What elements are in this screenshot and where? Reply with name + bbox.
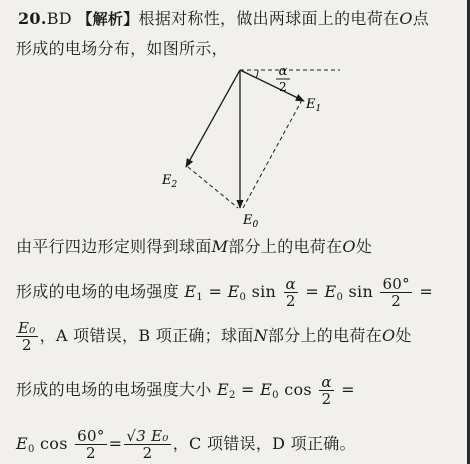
point-o: O	[399, 9, 413, 28]
den: 2	[21, 336, 32, 354]
e0: E	[227, 282, 240, 301]
sub: 2	[228, 390, 236, 401]
num: 60°	[77, 427, 105, 445]
frac-alpha	[319, 374, 333, 407]
header-text: 根据对称性，做出两球面上的电荷在	[138, 9, 400, 28]
e0: E	[260, 380, 273, 399]
text: 处	[395, 326, 412, 345]
label-e2: $E_2$	[162, 173, 178, 190]
text: 部分上的电荷在	[267, 326, 382, 345]
header-text-end: 点	[412, 9, 430, 28]
equals: =	[208, 282, 223, 301]
den: 2	[321, 390, 332, 408]
equals: =	[241, 380, 255, 399]
text: ，A 项错误，B 项正确；球面	[39, 326, 254, 345]
header-line-1	[18, 8, 429, 30]
field-diagram	[150, 60, 350, 230]
equals: =	[419, 282, 434, 301]
num: α	[321, 373, 332, 391]
angle-num: α	[278, 64, 288, 79]
den: 2	[142, 444, 153, 462]
e0: E	[324, 282, 337, 301]
dashed-side-2	[188, 167, 238, 208]
e1: E	[184, 282, 197, 301]
frac-60	[75, 428, 107, 461]
analysis-tag: 【解析】	[77, 10, 139, 28]
question-number: 20.	[18, 9, 47, 28]
label-e1: $E_1$	[306, 97, 322, 114]
num: 60°	[382, 275, 410, 293]
sub: 0	[27, 444, 35, 455]
equals: =	[305, 282, 320, 301]
num: E₀	[18, 319, 36, 337]
dashed-side-1	[243, 100, 302, 208]
e2: E	[217, 380, 229, 399]
e2-arrow	[186, 70, 240, 167]
body-line-4	[16, 374, 355, 407]
cos: cos	[284, 380, 312, 399]
sin: sin	[348, 282, 374, 301]
angle-arc	[256, 70, 258, 78]
text: 形成的电场的电场强度	[16, 282, 180, 301]
frac-60	[380, 276, 412, 309]
body-line-3	[16, 320, 412, 353]
num: √3 E₀	[126, 427, 169, 445]
num: α	[285, 275, 296, 293]
angle-den: 2	[279, 80, 287, 94]
den: 2	[285, 292, 296, 310]
sin: sin	[251, 282, 277, 301]
point-o: O	[382, 326, 396, 345]
header-line-2: 形成的电场分布，如图所示，	[16, 39, 228, 58]
frac-e0-2	[16, 320, 38, 353]
equals: =	[341, 380, 355, 399]
sub: 1	[196, 292, 204, 303]
body-line-1	[16, 236, 372, 258]
body-line-2	[16, 276, 433, 309]
sub: 0	[272, 390, 279, 401]
e1-arrow	[240, 70, 304, 101]
text: 形成的电场的电场强度大小	[16, 380, 212, 399]
body-line-5	[16, 428, 356, 461]
text: 由平行四边形定则得到球面	[16, 237, 212, 256]
equals: =	[108, 434, 123, 453]
text: 处	[355, 237, 373, 256]
text: 部分上的电荷在	[228, 237, 343, 256]
sub: 0	[336, 292, 344, 303]
answer: BD	[46, 9, 72, 28]
cos: cos	[40, 434, 68, 453]
den: 2	[391, 292, 402, 310]
label-e0: $E_0$	[243, 213, 259, 230]
part-m: M	[211, 237, 229, 256]
sub: 0	[239, 292, 247, 303]
text: ，C 项错误，D 项正确。	[172, 434, 356, 453]
part-n: N	[253, 326, 268, 345]
den: 2	[85, 444, 96, 462]
e0: E	[16, 434, 28, 453]
frac-sqrt3	[124, 428, 170, 461]
frac-alpha	[284, 276, 298, 309]
point-o: O	[342, 237, 356, 256]
